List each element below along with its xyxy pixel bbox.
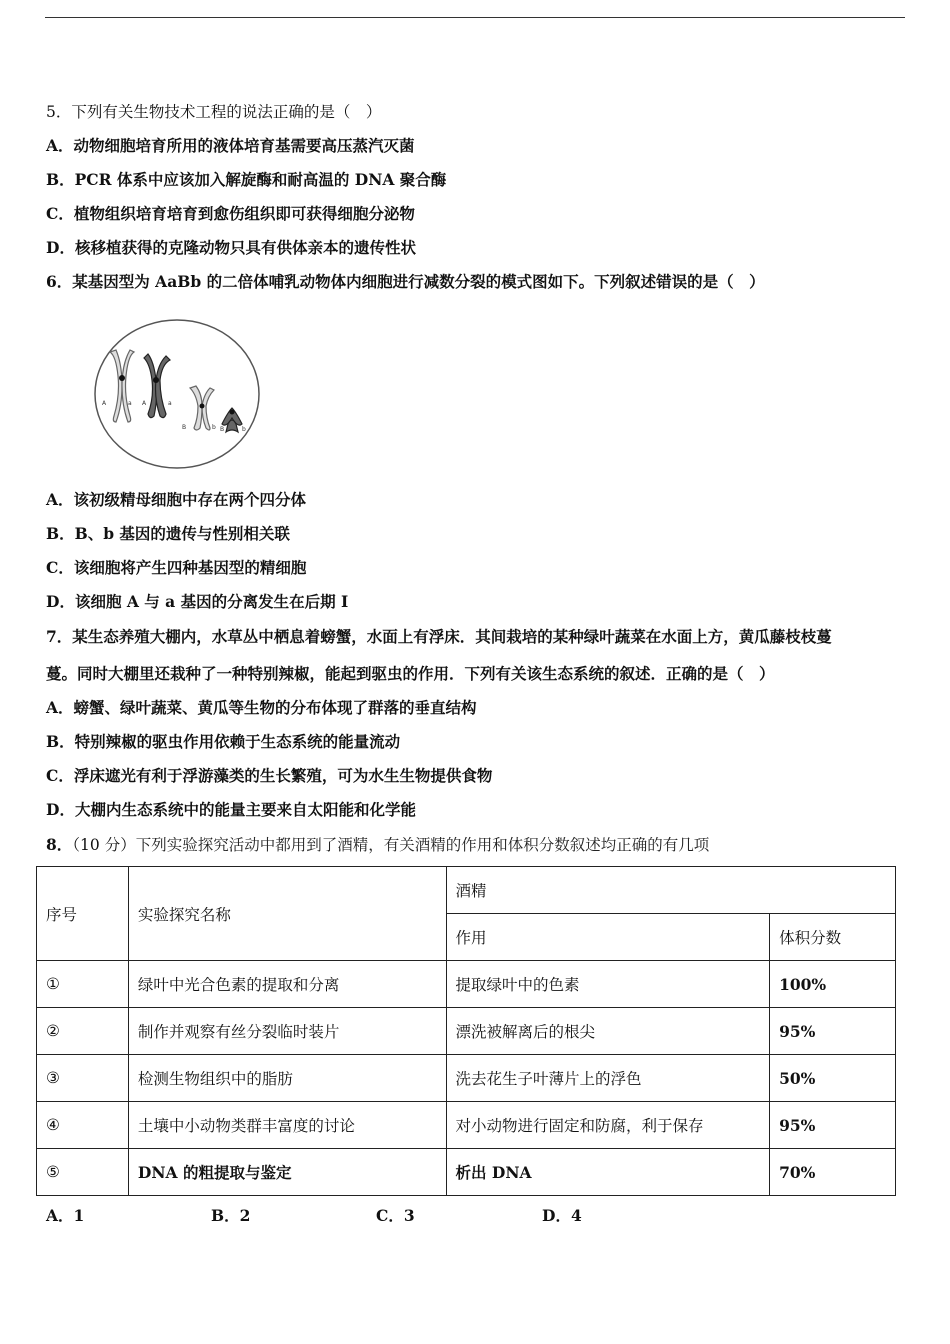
row-function: 对小动物进行固定和防腐，利于保存 xyxy=(446,1102,770,1149)
centromere xyxy=(230,410,235,415)
q5-stem: 5．下列有关生物技术工程的说法正确的是（ ） xyxy=(46,103,382,121)
row-no: ② xyxy=(37,1008,129,1055)
header-name: 实验探究名称 xyxy=(128,867,446,961)
table-row xyxy=(37,1102,896,1149)
row-function: 析出 DNA xyxy=(446,1149,770,1196)
header-no: 序号 xyxy=(37,867,129,961)
q5-option-a: A．动物细胞培育所用的液体培育基需要高压蒸汽灭菌 xyxy=(46,136,415,155)
q8-option-d: D．4 xyxy=(542,1206,582,1225)
q8-stem: 下列实验探究活动中都用到了酒精，有关酒精的作用和体积分数叙述均正确的有几项 xyxy=(135,836,710,854)
row-fraction: 95% xyxy=(770,1008,896,1055)
meiosis-cell-diagram xyxy=(92,316,262,472)
q5-option-b: B．PCR 体系中应该加入解旋酶和耐高温的 DNA 聚合酶 xyxy=(46,170,447,189)
row-name: 土壤中小动物类群丰富度的讨论 xyxy=(128,1102,446,1149)
q7-option-a: A．螃蟹、绿叶蔬菜、黄瓜等生物的分布体现了群落的垂直结构 xyxy=(46,698,477,717)
q6-option-a: A．该初级精母细胞中存在两个四分体 xyxy=(46,490,307,509)
q6-option-b: B．B、b 基因的遗传与性别相关联 xyxy=(46,524,290,543)
centromere xyxy=(153,377,159,383)
q8-option-c: C．3 xyxy=(376,1206,415,1225)
q8-stem-line xyxy=(46,835,709,855)
alcohol-experiment-table xyxy=(36,866,896,1196)
q7-option-b: B．特别辣椒的驱虫作用依赖于生态系统的能量流动 xyxy=(46,732,401,751)
row-no: ③ xyxy=(37,1055,129,1102)
centromere xyxy=(200,404,205,409)
table-row xyxy=(37,961,896,1008)
gene-label: b xyxy=(212,424,216,431)
q7-option-d: D．大棚内生态系统中的能量主要来自太阳能和化学能 xyxy=(46,800,416,819)
row-function: 漂洗被解离后的根尖 xyxy=(446,1008,770,1055)
row-no: ⑤ xyxy=(37,1149,129,1196)
chromosome-large-light xyxy=(110,350,134,422)
q6-option-d: D．该细胞 A 与 a 基因的分离发生在后期 Ⅰ xyxy=(46,592,349,611)
gene-label: a xyxy=(168,400,172,407)
header-alcohol: 酒精 xyxy=(446,867,896,914)
row-function: 提取绿叶中的色素 xyxy=(446,961,770,1008)
header-rule xyxy=(45,17,905,18)
row-no: ④ xyxy=(37,1102,129,1149)
q8-option-b: B．2 xyxy=(211,1206,251,1225)
q5-option-c: C．植物组织培育培育到愈伤组织即可获得细胞分泌物 xyxy=(46,204,415,223)
gene-label: A xyxy=(142,400,147,407)
q6-option-c: C．该细胞将产生四种基因型的精细胞 xyxy=(46,558,307,577)
q7-stem-line2: 蔓。同时大棚里还栽种了一种特别辣椒，能起到驱虫的作用．下列有关该生态系统的叙述．正确的是（ ） xyxy=(46,664,775,683)
row-function: 洗去花生子叶薄片上的浮色 xyxy=(446,1055,770,1102)
row-name: 绿叶中光合色素的提取和分离 xyxy=(128,961,446,1008)
gene-label: B xyxy=(220,426,225,433)
table-row xyxy=(37,1149,896,1196)
q7-stem-line1: 7．某生态养殖大棚内，水草丛中栖息着螃蟹，水面上有浮床．其间栽培的某种绿叶蔬菜在水面上方，黄瓜藤枝枝蔓 xyxy=(46,627,832,646)
table-row xyxy=(37,1055,896,1102)
table-row xyxy=(37,1008,896,1055)
q8-number: 8． xyxy=(46,835,73,854)
q6-stem: 6．某基因型为 AaBb 的二倍体哺乳动物体内细胞进行减数分裂的模式图如下。下列叙述错误的是（ ） xyxy=(46,272,765,291)
row-fraction: 70% xyxy=(770,1149,896,1196)
q7-option-c: C．浮床遮光有利于浮游藻类的生长繁殖，可为水生生物提供食物 xyxy=(46,766,493,785)
row-fraction: 100% xyxy=(770,961,896,1008)
row-name: 检测生物组织中的脂肪 xyxy=(128,1055,446,1102)
q8-score: （10 分） xyxy=(72,836,136,854)
row-no: ① xyxy=(37,961,129,1008)
row-fraction: 95% xyxy=(770,1102,896,1149)
table-header-row xyxy=(37,867,896,914)
gene-label: A xyxy=(102,400,107,407)
row-name: DNA 的粗提取与鉴定 xyxy=(128,1149,446,1196)
q8-option-a: A．1 xyxy=(46,1206,85,1225)
q5-option-d: D．核移植获得的克隆动物只具有供体亲本的遗传性状 xyxy=(46,238,416,257)
gene-label: B xyxy=(182,424,187,431)
chromosome-large-dark xyxy=(144,354,170,418)
centromere xyxy=(119,375,125,381)
row-fraction: 50% xyxy=(770,1055,896,1102)
header-function: 作用 xyxy=(446,914,770,961)
gene-label: a xyxy=(128,400,132,407)
gene-label: b xyxy=(242,426,246,433)
header-fraction: 体积分数 xyxy=(770,914,896,961)
row-name: 制作并观察有丝分裂临时装片 xyxy=(128,1008,446,1055)
